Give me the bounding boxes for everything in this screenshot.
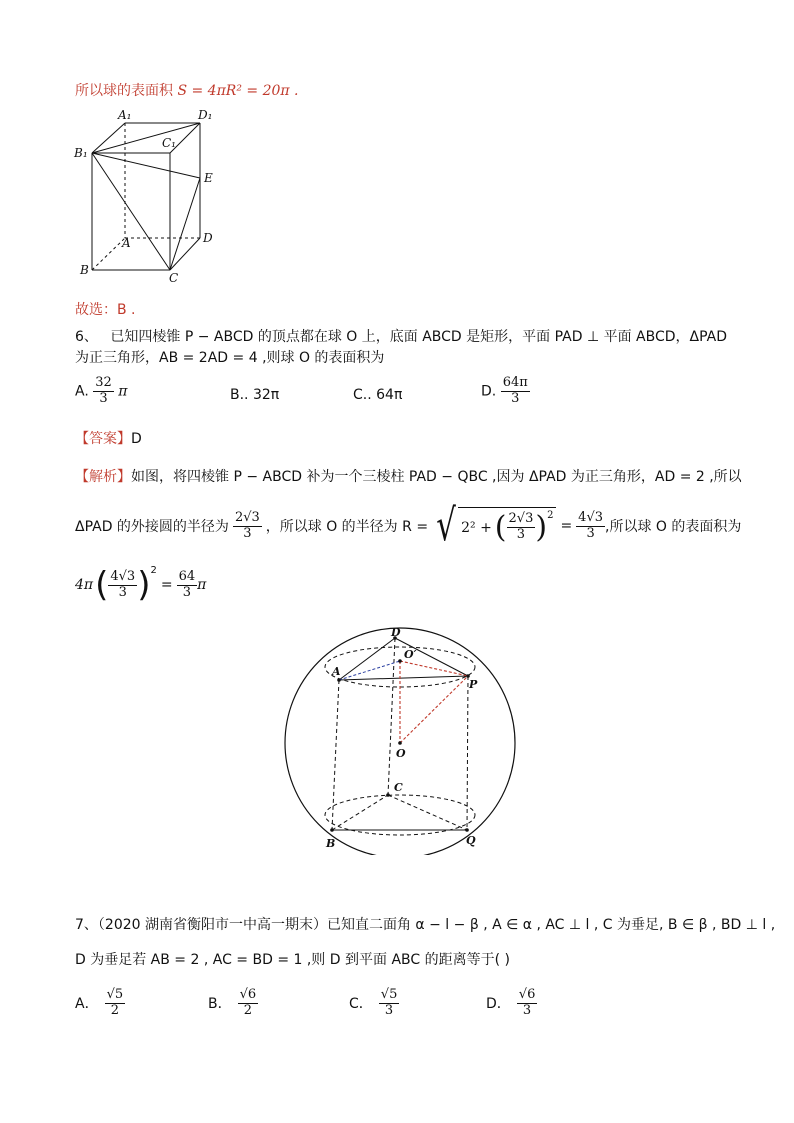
fig2-label-c: C xyxy=(394,781,403,794)
segment-o1-p xyxy=(400,661,468,676)
segment-o-p xyxy=(400,676,468,743)
q7-stem-line2: D 为垂足若 AB = 2 , AC = BD = 1 ,则 D 到平面 ABC 的距离等于( ) xyxy=(75,952,510,968)
label-d: D xyxy=(203,231,213,245)
label-d1: D₁ xyxy=(198,108,213,122)
frac-circumradius: $\frac{2√3}{3}$ xyxy=(234,509,260,541)
point-q xyxy=(465,828,469,832)
cuboid-figure xyxy=(70,105,230,285)
q6-stem-line1 xyxy=(75,326,727,346)
q6-stem-line2: 为正三角形，AB = 2AD = 4 ,则球 O 的表面积为 xyxy=(75,350,385,366)
point-b xyxy=(330,828,334,832)
q6-answer xyxy=(75,428,142,448)
edge-c-e xyxy=(170,178,200,270)
p5-conclusion xyxy=(75,80,298,100)
label-c: C xyxy=(169,271,179,285)
fig2-label-b: B xyxy=(326,837,336,850)
q6-option-b: B.. 32π xyxy=(230,387,280,403)
q6-analysis-line1: 【解析】如图，将四棱锥 P − ABCD 补为一个三棱柱 PAD − QBC ,因为 ΔPAD 为正三角形，AD = 2 ,所以 xyxy=(75,469,742,485)
q6-option-a-fraction: $\frac{32}{3}$ xyxy=(95,375,112,406)
label-b1: B₁ xyxy=(74,146,88,160)
q6-final-result: 4π ( $\frac{4√3}{3}$ ) $^2$ = $\frac{64}{3}$ π xyxy=(75,565,207,605)
edge-b-c xyxy=(332,795,388,830)
frac-sphere-radius: $\frac{4√3}{3}$ xyxy=(578,509,603,541)
answer-tag: 【答案】 xyxy=(75,431,131,447)
label-a: A xyxy=(122,236,131,250)
q6-option-a: A. $\frac{32}{3}$ π xyxy=(75,375,128,406)
q6-stem-text1: 已知四棱锥 P − ABCD 的顶点都在球 O 上，底面 ABCD 是矩形，平面 PAD ⊥ 平面 ABCD，ΔPAD xyxy=(110,329,728,345)
label-c1: C₁ xyxy=(162,136,176,150)
edge-a-p xyxy=(339,676,468,680)
label-b: B xyxy=(80,263,89,277)
edge-c-q xyxy=(388,795,467,830)
fig2-label-o: O xyxy=(396,747,406,760)
segment-a-o1 xyxy=(339,661,400,680)
q7-stem-line1: 7、（2020 湖南省衡阳市一中高一期末）已知直二面角 α − l − β , A ∈ α , AC ⊥ l , C 为垂足, B ∈ β , BD ⊥ l , xyxy=(75,917,776,933)
edge-b1-e xyxy=(92,153,200,178)
label-e: E xyxy=(204,171,213,185)
point-a xyxy=(337,678,341,682)
q6-option-d-fraction: $\frac{64\pi}{3}$ xyxy=(502,375,528,406)
sqrt-expression: √ 2² + ( $\frac{2√3}{3}$ ) $^2$ xyxy=(432,504,556,548)
edge-b-a-hidden xyxy=(92,238,125,270)
fig2-label-p: P xyxy=(469,678,478,691)
p5-choice: 故选：B . xyxy=(75,302,136,318)
analysis-tag: 【解析】 xyxy=(75,469,131,485)
q6-analysis-line2: ΔPAD 的外接圆的半径为 $\frac{2√3}{3}$ ，所以球 O 的半径为 R = √ 2² + ( $\frac{2√3}{3}$ ) $^2$ = $\frac{4√3}{3}$ ,所以球 O 的表面积为 xyxy=(75,500,742,551)
point-o1 xyxy=(398,659,402,663)
answer-value: D xyxy=(131,431,142,447)
fig2-label-a: A xyxy=(332,665,341,678)
fig2-label-q: Q xyxy=(466,834,476,847)
point-c xyxy=(386,793,390,797)
q6-number: 6、 xyxy=(75,329,98,345)
edge-a-b xyxy=(332,680,339,830)
q6-option-d: D. $\frac{64\pi}{3}$ xyxy=(481,375,528,406)
fig2-label-o1: O′ xyxy=(404,648,417,661)
q7-option-d: D． $\frac{√6}{3}$ xyxy=(486,987,536,1018)
sphere-prism-figure xyxy=(280,625,520,855)
point-o xyxy=(398,741,402,745)
edge-c-d xyxy=(170,238,200,270)
q7-option-c: C． $\frac{√5}{3}$ xyxy=(349,987,398,1018)
p5-conclusion-formula: S = 4πR² = 20π . xyxy=(177,83,299,99)
q7-option-a: A． $\frac{√5}{2}$ xyxy=(75,987,124,1018)
bottom-circle xyxy=(325,795,475,835)
label-a1: A₁ xyxy=(118,108,132,122)
p5-conclusion-prefix: 所以球的表面积 xyxy=(75,83,173,99)
q7-option-b: B． $\frac{√6}{2}$ xyxy=(208,987,257,1018)
fig2-label-d: D xyxy=(391,626,401,639)
edge-a-d xyxy=(339,638,395,680)
edge-b1-c xyxy=(92,153,170,270)
q6-option-c: C.. 64π xyxy=(353,387,403,403)
edge-d-c xyxy=(388,638,395,795)
